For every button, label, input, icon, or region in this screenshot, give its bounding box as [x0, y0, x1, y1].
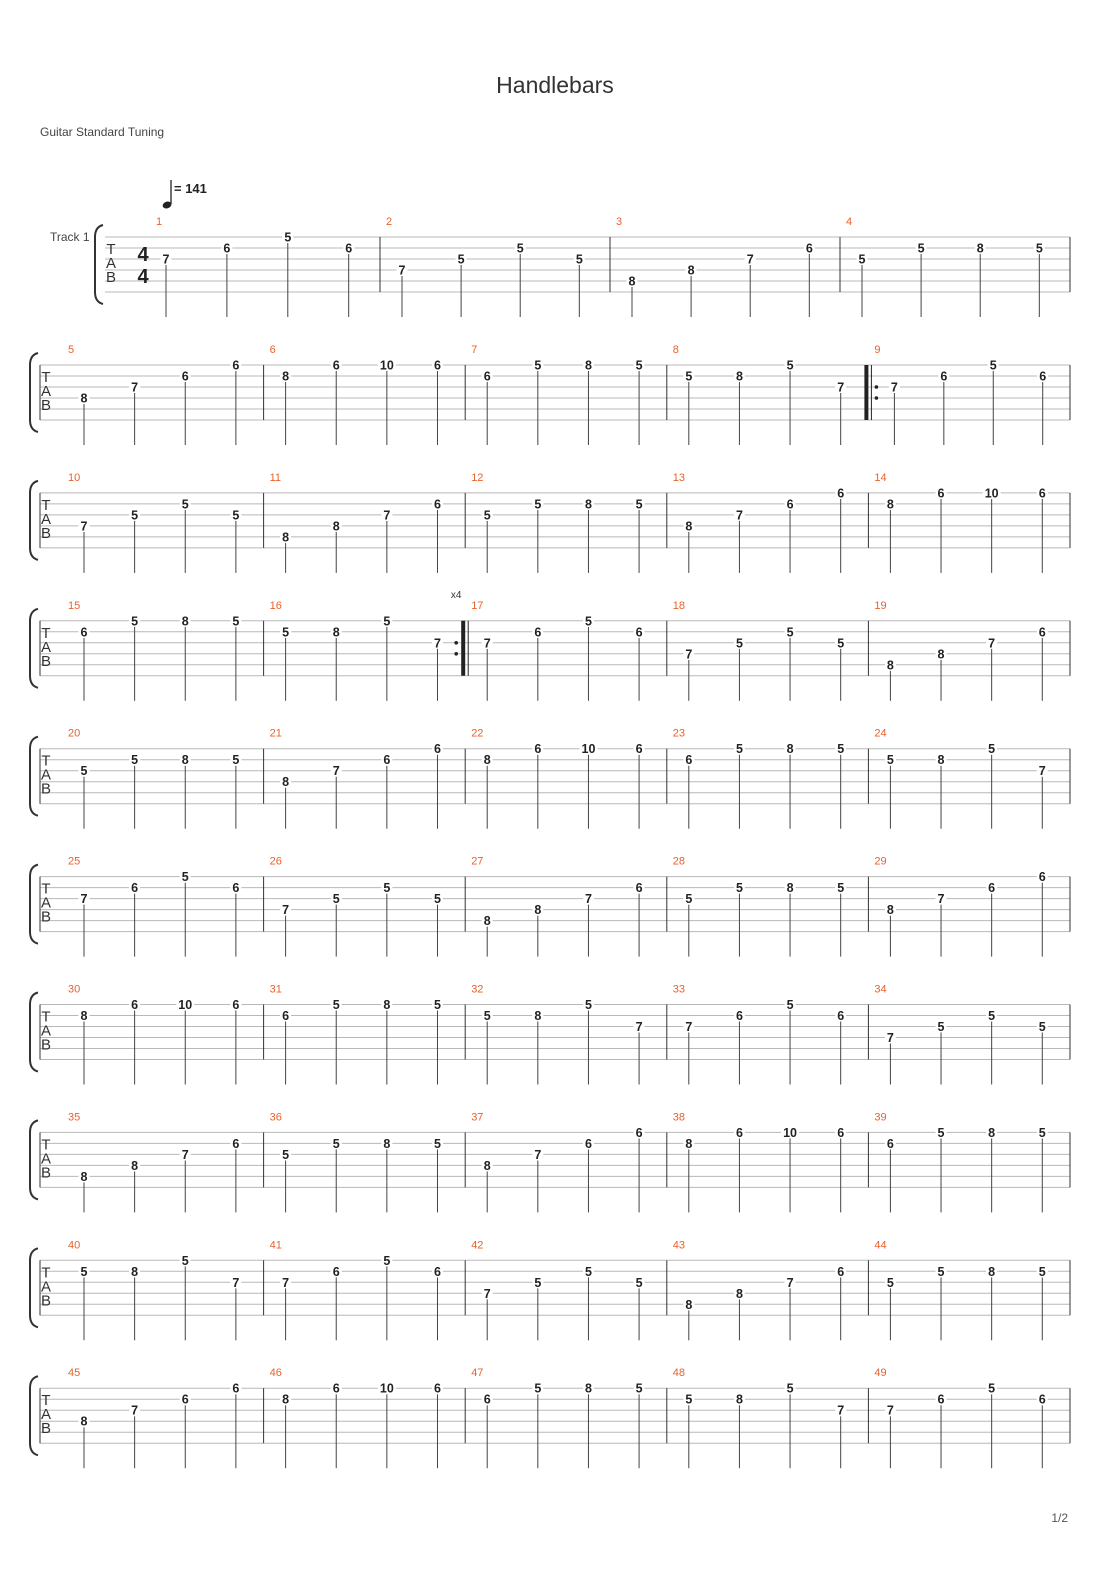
fret-number: 5: [434, 892, 441, 907]
fret-number: 7: [383, 508, 391, 523]
measure-number: 36: [269, 1111, 282, 1124]
tab-clef-letter: A: [40, 1022, 52, 1040]
fret-number: 6: [805, 241, 813, 256]
fret-number: 6: [131, 881, 139, 896]
fret-number: 8: [976, 241, 984, 256]
fret-number: 5: [534, 1381, 542, 1396]
fret-number: 6: [534, 625, 542, 640]
tab-clef-letter: A: [40, 638, 52, 656]
tab-clef-letter: A: [40, 766, 52, 784]
measure-number: 7: [471, 344, 478, 356]
fret-number: 8: [181, 614, 189, 629]
fret-number: 8: [282, 775, 290, 790]
time-signature-top: 4: [137, 244, 149, 266]
measure-number: 25: [68, 855, 81, 868]
tab-clef-letter: T: [41, 496, 51, 514]
fret-number: 7: [988, 636, 996, 651]
fret-number: 6: [837, 1264, 845, 1279]
fret-number: 8: [584, 358, 592, 373]
fret-number: 6: [837, 486, 845, 501]
fret-number: 7: [685, 647, 693, 662]
fret-number: 6: [345, 241, 353, 256]
fret-number: 5: [434, 1136, 441, 1151]
fret-number: 6: [1038, 870, 1046, 885]
tab-clef-letter: B: [40, 1164, 52, 1182]
tab-clef-letter: A: [105, 255, 117, 272]
fret-number: 5: [575, 252, 583, 267]
fret-number: 5: [584, 1264, 592, 1279]
fret-number: 6: [232, 1381, 240, 1396]
fret-number: 7: [80, 519, 88, 534]
measure-number: 16: [269, 599, 282, 612]
fret-number: 8: [584, 497, 592, 512]
fret-number: 5: [80, 764, 88, 779]
measure-number: 8: [672, 344, 679, 356]
fret-number: 8: [383, 1136, 391, 1151]
fret-number: 6: [584, 1136, 592, 1151]
fret-number: 6: [483, 369, 491, 384]
fret-number: 8: [988, 1125, 996, 1140]
measure-number: 26: [269, 855, 282, 868]
fret-number: 5: [786, 358, 794, 373]
measure-number: 45: [68, 1367, 81, 1380]
fret-number: 5: [383, 881, 391, 896]
fret-number: 6: [1038, 1392, 1046, 1407]
fret-number: 5: [886, 1275, 894, 1290]
measure-number: 15: [68, 599, 81, 612]
system-bracket: [30, 609, 38, 688]
fret-number: 5: [131, 753, 139, 768]
fret-number: 5: [1038, 1125, 1046, 1140]
fret-number: 6: [685, 753, 693, 768]
fret-number: 6: [483, 1392, 491, 1407]
fret-number: 7: [584, 892, 592, 907]
fret-number: 5: [232, 614, 240, 629]
tab-clef-letter: T: [41, 1008, 51, 1026]
fret-number: 5: [989, 358, 997, 373]
tab-clef-letter: A: [40, 1278, 52, 1296]
fret-number: 6: [837, 1009, 845, 1023]
fret-number: 8: [685, 1297, 693, 1312]
fret-number: 6: [181, 369, 189, 384]
repeat-dot: [454, 652, 458, 656]
system-bracket: [30, 1248, 38, 1327]
fret-number: 6: [232, 358, 240, 373]
fret-number: 5: [1038, 1264, 1046, 1279]
fret-number: 8: [886, 497, 894, 512]
fret-number: 7: [735, 508, 743, 523]
fret-number: 6: [635, 1125, 643, 1140]
fret-number: 5: [181, 1253, 189, 1268]
fret-number: 8: [483, 914, 491, 929]
tab-clef-letter: A: [40, 383, 52, 400]
fret-number: 5: [635, 1381, 643, 1396]
fret-number: 8: [332, 625, 340, 640]
tab-clef-letter: B: [40, 1420, 52, 1438]
song-title: Handlebars: [496, 72, 614, 98]
fret-number: 5: [685, 1392, 693, 1407]
fret-number: 6: [332, 358, 340, 373]
fret-number: 8: [131, 1264, 139, 1279]
fret-number: 5: [735, 742, 743, 757]
fret-number: 5: [332, 892, 340, 907]
fret-number: 5: [988, 742, 996, 757]
fret-number: 7: [398, 263, 406, 278]
fret-number: 7: [80, 892, 88, 907]
measure-number: 28: [672, 855, 686, 868]
time-signature-bottom: 4: [137, 266, 149, 288]
system-bracket: [30, 865, 38, 944]
fret-number: 5: [635, 1275, 643, 1290]
fret-number: 8: [735, 1286, 743, 1301]
fret-number: 5: [383, 1253, 391, 1268]
fret-number: 7: [483, 636, 491, 651]
fret-number: 8: [80, 391, 88, 406]
fret-number: 8: [786, 742, 794, 757]
tab-clef-letter: A: [40, 1150, 52, 1168]
fret-number: 7: [162, 252, 170, 267]
fret-number: 8: [80, 1169, 88, 1184]
fret-number: 7: [232, 1275, 240, 1290]
measure-number: 31: [269, 983, 282, 996]
fret-number: 8: [584, 1381, 592, 1396]
fret-number: 6: [937, 1392, 945, 1407]
tab-clef-letter: B: [40, 524, 52, 542]
fret-number: 8: [80, 1009, 88, 1023]
measure-number: 11: [269, 471, 282, 484]
fret-number: 7: [635, 1020, 643, 1034]
fret-number: 6: [232, 998, 240, 1012]
fret-number: 6: [434, 742, 441, 757]
tab-clef-letter: T: [41, 1136, 51, 1154]
fret-number: 7: [746, 252, 754, 267]
fret-number: 5: [584, 998, 592, 1012]
fret-number: 5: [516, 241, 524, 256]
fret-number: 6: [837, 1125, 845, 1140]
fret-number: 5: [457, 252, 465, 267]
repeat-dot: [454, 641, 458, 645]
fret-number: 5: [735, 881, 743, 896]
tab-clef-letter: T: [41, 880, 51, 898]
measure-number: 3: [616, 216, 623, 228]
system-bracket: [30, 1120, 38, 1199]
fret-number: 7: [534, 1147, 542, 1162]
measure-number: 42: [471, 1239, 484, 1252]
fret-number: 5: [80, 1264, 88, 1279]
measure-number: 49: [874, 1367, 887, 1380]
measure-number: 27: [471, 855, 484, 868]
repeat-dot: [875, 396, 879, 400]
measure-number: 10: [68, 471, 81, 484]
fret-number: 6: [635, 625, 643, 640]
fret-number: 5: [988, 1009, 996, 1023]
measure-number: 34: [874, 983, 887, 996]
tab-clef-letter: T: [41, 369, 51, 386]
system-bracket: [30, 993, 38, 1072]
tab-clef-letter: B: [40, 908, 52, 926]
fret-number: 8: [735, 1392, 743, 1407]
fret-number: 5: [282, 625, 290, 640]
fret-number: 5: [131, 508, 139, 523]
fret-number: 5: [837, 881, 845, 896]
measure-number: 44: [874, 1239, 887, 1252]
fret-number: 8: [483, 753, 491, 768]
tab-clef-letter: B: [40, 397, 52, 414]
fret-number: 6: [434, 1264, 441, 1279]
fret-number: 5: [837, 742, 845, 757]
measure-number: 13: [672, 471, 686, 484]
tab-clef-letter: B: [40, 652, 52, 670]
tab-clef-letter: A: [40, 510, 52, 528]
fret-number: 8: [80, 1414, 88, 1429]
measure-number: 18: [672, 599, 686, 612]
measure-number: 12: [471, 471, 484, 484]
fret-number: 5: [534, 1275, 542, 1290]
measure-number: 41: [269, 1239, 282, 1252]
measure-number: 24: [874, 727, 887, 740]
fret-number: 6: [534, 742, 542, 757]
measure-number: 22: [471, 727, 484, 740]
measure-number: 17: [471, 599, 484, 612]
fret-number: 7: [282, 903, 290, 918]
fret-number: 5: [131, 614, 139, 629]
measure-number: 48: [672, 1367, 686, 1380]
system-bracket: [95, 225, 103, 304]
fret-number: 7: [886, 1031, 894, 1045]
fret-number: 8: [937, 753, 945, 768]
fret-number: 10: [581, 742, 596, 757]
fret-number: 8: [483, 1158, 491, 1173]
tempo-marking: = 141: [174, 181, 207, 196]
fret-number: 6: [332, 1381, 340, 1396]
tab-clef-letter: T: [106, 241, 116, 258]
fret-number: 6: [181, 1392, 189, 1407]
fret-number: 7: [332, 764, 340, 779]
fret-number: 6: [988, 881, 996, 896]
fret-number: 8: [685, 1136, 693, 1151]
measure-number: 38: [672, 1111, 686, 1124]
fret-number: 7: [937, 892, 945, 907]
measure-number: 4: [846, 216, 853, 228]
measure-number: 6: [269, 344, 276, 356]
fret-number: 8: [131, 1158, 139, 1173]
fret-number: 6: [232, 1136, 240, 1151]
measure-number: 39: [874, 1111, 887, 1124]
fret-number: 8: [383, 998, 391, 1012]
fret-number: 6: [232, 881, 240, 896]
fret-number: 5: [1038, 1020, 1046, 1034]
fret-number: 7: [181, 1147, 189, 1162]
fret-number: 8: [181, 753, 189, 768]
fret-number: 6: [434, 497, 441, 512]
fret-number: 8: [886, 903, 894, 918]
tab-clef-letter: T: [41, 624, 51, 642]
fret-number: 5: [483, 508, 491, 523]
fret-number: 7: [890, 380, 898, 395]
fret-number: 10: [783, 1125, 798, 1140]
fret-number: 8: [628, 274, 636, 289]
measure-number: 5: [68, 344, 75, 356]
fret-number: 5: [584, 614, 592, 629]
tab-clef-letter: B: [40, 1036, 52, 1054]
fret-number: 8: [687, 263, 695, 278]
fret-number: 8: [937, 647, 945, 662]
fret-number: 8: [282, 1392, 290, 1407]
fret-number: 5: [383, 614, 391, 629]
measure-number: 40: [68, 1239, 81, 1252]
fret-number: 5: [735, 636, 743, 651]
fret-number: 6: [131, 998, 139, 1012]
measure-number: 30: [68, 983, 81, 996]
tab-clef-letter: A: [40, 894, 52, 912]
tab-clef-letter: B: [40, 780, 52, 798]
system-bracket: [30, 481, 38, 560]
fret-number: 8: [282, 530, 290, 545]
tuning-label: Guitar Standard Tuning: [40, 125, 165, 139]
tab-clef-letter: T: [41, 1264, 51, 1282]
fret-number: 10: [984, 486, 999, 501]
fret-number: 5: [534, 497, 542, 512]
measure-number: 2: [386, 216, 393, 228]
fret-number: 6: [223, 241, 231, 256]
fret-number: 5: [332, 1136, 340, 1151]
measure-number: 35: [68, 1111, 81, 1124]
fret-number: 10: [379, 1381, 394, 1396]
measure-number: 32: [471, 983, 484, 996]
fret-number: 6: [940, 369, 948, 384]
system-bracket: [30, 353, 38, 432]
fret-number: 6: [80, 625, 88, 640]
measure-number: 20: [68, 727, 81, 740]
measure-number: 43: [672, 1239, 686, 1252]
fret-number: 5: [284, 230, 292, 245]
fret-number: 6: [332, 1264, 340, 1279]
fret-number: 5: [181, 870, 189, 885]
fret-number: 5: [483, 1009, 491, 1023]
fret-number: 7: [1038, 764, 1046, 779]
repeat-count: x4: [450, 589, 462, 601]
fret-number: 7: [131, 380, 139, 395]
tab-clef-letter: T: [41, 1392, 51, 1410]
fret-number: 5: [837, 636, 845, 651]
fret-number: 5: [232, 753, 240, 768]
fret-number: 5: [786, 625, 794, 640]
measure-number: 37: [471, 1111, 484, 1124]
fret-number: 8: [786, 881, 794, 896]
fret-number: 5: [937, 1125, 945, 1140]
tab-clef-letter: B: [40, 1292, 52, 1310]
fret-number: 5: [332, 998, 340, 1012]
system-bracket: [30, 737, 38, 816]
fret-number: 7: [434, 636, 441, 651]
fret-number: 5: [282, 1147, 290, 1162]
tab-clef-letter: A: [40, 1406, 52, 1424]
fret-number: 7: [837, 1403, 845, 1418]
fret-number: 5: [534, 358, 542, 373]
fret-number: 10: [178, 998, 193, 1012]
fret-number: 7: [483, 1286, 491, 1301]
fret-number: 7: [282, 1275, 290, 1290]
fret-number: 6: [282, 1009, 290, 1023]
fret-number: 8: [685, 519, 693, 534]
fret-number: 7: [131, 1403, 139, 1418]
repeat-dot: [875, 385, 879, 389]
fret-number: 7: [786, 1275, 794, 1290]
fret-number: 6: [735, 1009, 743, 1023]
fret-number: 6: [635, 742, 643, 757]
fret-number: 8: [534, 1009, 542, 1023]
measure-number: 1: [156, 216, 163, 228]
measure-number: 47: [471, 1367, 484, 1380]
fret-number: 6: [937, 486, 945, 501]
fret-number: 10: [379, 358, 394, 373]
measure-number: 21: [269, 727, 282, 740]
measure-number: 33: [672, 983, 686, 996]
fret-number: 6: [383, 753, 391, 768]
fret-number: 5: [988, 1381, 996, 1396]
fret-number: 8: [534, 903, 542, 918]
fret-number: 5: [181, 497, 189, 512]
fret-number: 7: [837, 380, 845, 395]
measure-number: 23: [672, 727, 686, 740]
fret-number: 6: [434, 358, 441, 373]
fret-number: 5: [858, 252, 866, 267]
fret-number: 6: [1038, 486, 1046, 501]
fret-number: 6: [886, 1136, 894, 1151]
fret-number: 5: [786, 1381, 794, 1396]
fret-number: 7: [886, 1403, 894, 1418]
fret-number: 5: [685, 369, 693, 384]
system-bracket: [30, 1376, 38, 1455]
fret-number: 5: [635, 358, 643, 373]
fret-number: 8: [886, 658, 894, 673]
tab-clef-letter: T: [41, 752, 51, 770]
fret-number: 8: [282, 369, 290, 384]
fret-number: 5: [685, 892, 693, 907]
tab-clef-letter: B: [105, 269, 117, 286]
fret-number: 5: [232, 508, 240, 523]
fret-number: 8: [735, 369, 743, 384]
fret-number: 7: [685, 1020, 693, 1034]
fret-number: 6: [434, 1381, 441, 1396]
fret-number: 5: [786, 998, 794, 1012]
fret-number: 6: [1038, 625, 1046, 640]
fret-number: 6: [1039, 369, 1047, 384]
measure-number: 29: [874, 855, 887, 868]
fret-number: 5: [886, 753, 894, 768]
fret-number: 5: [635, 497, 643, 512]
fret-number: 8: [988, 1264, 996, 1279]
fret-number: 6: [735, 1125, 743, 1140]
fret-number: 5: [434, 998, 441, 1012]
fret-number: 5: [917, 241, 925, 256]
fret-number: 6: [786, 497, 794, 512]
fret-number: 5: [937, 1264, 945, 1279]
page-number: 1/2: [1051, 1511, 1068, 1525]
measure-number: 19: [874, 599, 887, 612]
fret-number: 6: [635, 881, 643, 896]
track-label: Track 1: [50, 230, 90, 244]
measure-number: 46: [269, 1367, 282, 1380]
fret-number: 5: [937, 1020, 945, 1034]
measure-number: 14: [874, 471, 887, 484]
fret-number: 8: [332, 519, 340, 534]
measure-number: 9: [874, 344, 881, 356]
fret-number: 5: [1035, 241, 1043, 256]
